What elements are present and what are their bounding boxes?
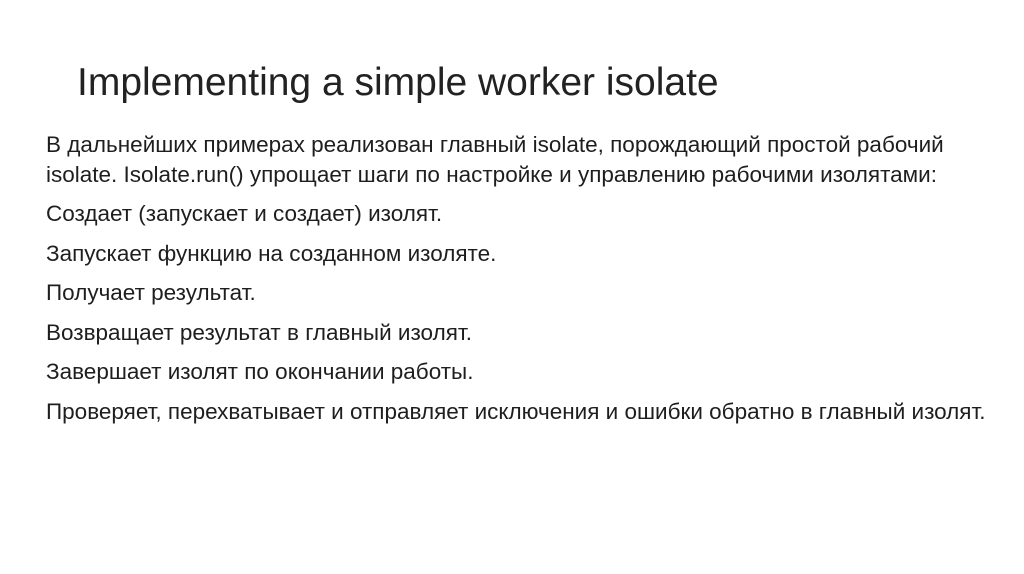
slide-body — [46, 130, 996, 436]
intro-paragraph: В дальнейших примерах реализован главный isolate, порождающий простой рабочий isolate. Isolate.run() упрощает шаги по настройке и управлению рабочими изолятами: — [46, 132, 944, 187]
step-get-result: Получает результат. — [46, 280, 256, 305]
step-run-function: Запускает функцию на созданном изоляте. — [46, 240, 497, 266]
step-create-isolate: Создает (запускает и создает) изолят. — [46, 201, 443, 226]
step-handle-errors: Проверяет, перехватывает и отправляет исключения и ошибки обратно в главный изолят. — [46, 398, 986, 424]
step-terminate-isolate: Завершает изолят по окончании работы. — [46, 359, 474, 384]
step-return-result: Возвращает результат в главный изолят. — [46, 319, 472, 345]
slide-title: Implementing a simple worker isolate — [77, 61, 719, 104]
